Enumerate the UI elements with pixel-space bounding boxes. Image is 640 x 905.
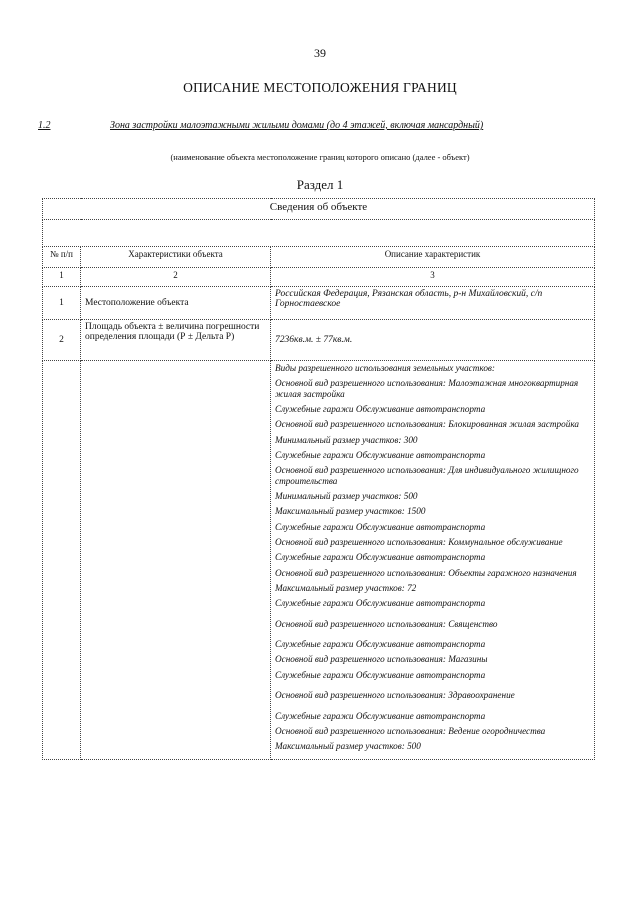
row-number: 2 bbox=[43, 320, 81, 361]
list-item: Виды разрешенного использования земельных участков: bbox=[275, 363, 495, 373]
list-item: Служебные гаражи Обслуживание автотранспорта bbox=[275, 710, 486, 721]
permitted-uses-list bbox=[275, 363, 590, 752]
table-row bbox=[43, 287, 595, 320]
column-numbers-row bbox=[43, 268, 595, 287]
row-description: 7236кв.м. ± 77кв.м. bbox=[271, 320, 595, 361]
list-item: Максимальный размер участков: 500 bbox=[275, 741, 421, 752]
list-item: Служебные гаражи Обслуживание автотранспорта bbox=[275, 639, 486, 650]
section-title: Раздел 1 bbox=[296, 177, 344, 192]
object-info-table bbox=[42, 198, 595, 760]
row-characteristic: Площадь объекта ± величина погрешности определения площади (Р ± Дельта Р) bbox=[81, 320, 271, 361]
document-title: ОПИСАНИЕ МЕСТОПОЛОЖЕНИЯ ГРАНИЦ bbox=[183, 80, 457, 95]
row-characteristic: Местоположение объекта bbox=[81, 287, 271, 320]
table-row bbox=[43, 320, 595, 361]
column-number-1: 1 bbox=[43, 268, 81, 287]
table-header: Сведения об объекте bbox=[43, 199, 595, 220]
list-item: Максимальный размер участков: 72 bbox=[275, 582, 417, 593]
list-item: Основной вид разрешенного использования: Для индивидуального жилищного строительства bbox=[275, 465, 579, 486]
list-item: Служебные гаражи Обслуживание автотранспорта bbox=[275, 404, 486, 415]
list-item: Основной вид разрешенного использования: Здравоохранение bbox=[275, 690, 515, 701]
permitted-uses-cell bbox=[271, 361, 595, 760]
table-header-row bbox=[43, 199, 595, 220]
zone-name: Зона застройки малоэтажными жилыми домами (до 4 этажей, включая мансардный) bbox=[110, 120, 484, 131]
list-item: Служебные гаражи Обслуживание автотранспорта bbox=[275, 598, 486, 609]
list-item: Основной вид разрешенного использования: Блокированная жилая застройка bbox=[275, 419, 579, 430]
column-header-num: № п/п bbox=[43, 247, 81, 268]
list-item: Основной вид разрешенного использования: Объекты гаражного назначения bbox=[275, 567, 577, 578]
list-item: Основной вид разрешенного использования: Ведение огородничества bbox=[275, 726, 546, 737]
table-blank-row bbox=[43, 220, 595, 247]
column-number-3: 3 bbox=[271, 268, 595, 287]
permitted-uses-row bbox=[43, 361, 595, 760]
list-item: Минимальный размер участков: 500 bbox=[275, 491, 418, 502]
list-item: Основной вид разрешенного использования: Коммунальное обслуживание bbox=[275, 536, 563, 547]
column-header-description: Описание характеристик bbox=[271, 247, 595, 268]
row-number: 1 bbox=[43, 287, 81, 320]
list-item: Минимальный размер участков: 300 bbox=[275, 434, 418, 445]
list-item: Основной вид разрешенного использования: Малоэтажная многоквартирная жилая застройка bbox=[275, 378, 579, 399]
list-item: Максимальный размер участков: 1500 bbox=[275, 506, 426, 517]
list-item: Служебные гаражи Обслуживание автотранспорта bbox=[275, 669, 486, 680]
column-number-2: 2 bbox=[81, 268, 271, 287]
list-item: Служебные гаражи Обслуживание автотранспорта bbox=[275, 449, 486, 460]
column-headers-row bbox=[43, 247, 595, 268]
list-item: Основной вид разрешенного использования: Священство bbox=[275, 618, 498, 629]
list-item: Служебные гаражи Обслуживание автотранспорта bbox=[275, 521, 486, 532]
row-description: Российская Федерация, Рязанская область, р-н Михайловский, с/п Горностаевское bbox=[271, 287, 595, 320]
column-header-characteristic: Характеристики объекта bbox=[81, 247, 271, 268]
zone-number: 1.2 bbox=[38, 120, 51, 131]
zone-caption: (наименование объекта местоположение границ которого описано (далее - объект) bbox=[170, 152, 470, 162]
list-item: Основной вид разрешенного использования: Магазины bbox=[275, 654, 488, 665]
page-number: 39 bbox=[314, 46, 326, 60]
list-item: Служебные гаражи Обслуживание автотранспорта bbox=[275, 552, 486, 563]
